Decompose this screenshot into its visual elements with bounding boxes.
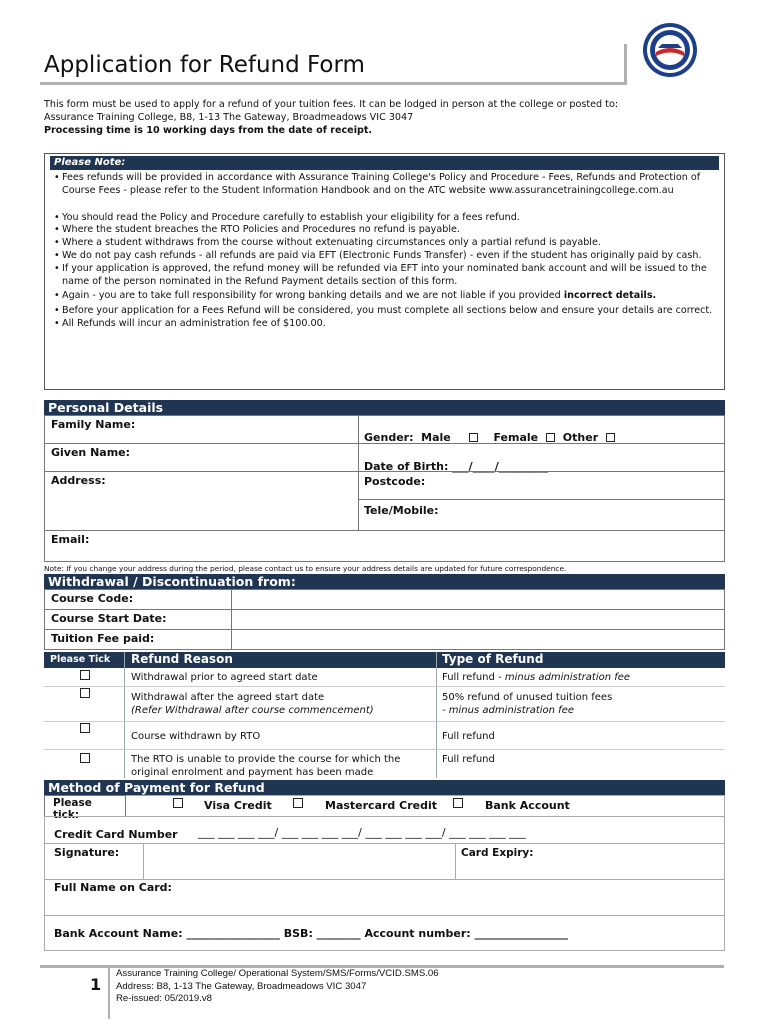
please-tick-label: Please tick: [44, 795, 126, 817]
email-label: Email: [51, 533, 90, 546]
title-vertical-divider [624, 44, 627, 85]
note-item [54, 290, 718, 303]
signature-input[interactable] [144, 844, 454, 878]
course-start-date-label: Course Start Date: [51, 612, 167, 625]
bank-account-checkbox[interactable] [453, 798, 463, 808]
intro-line-2: Assurance Training College, B8, 1-13 The Gateway, Broadmeadows VIC 3047 [44, 111, 414, 123]
course-start-date-field[interactable] [44, 609, 725, 630]
refund-row-divider [44, 686, 725, 687]
footer-line-1: Assurance Training College/ Operational System/SMS/Forms/VCID.SMS.06 [116, 968, 439, 979]
refund-row-checkbox[interactable] [80, 753, 90, 763]
refund-row-divider [44, 721, 725, 722]
address-label: Address: [51, 474, 106, 487]
note-item: • Fees refunds will be provided in accordance with Assurance Training College's Policy and Procedure - Fees, Refunds and Protection of Course Fees - please refer to the Student Information Handbook and on the ATC website www.assurancetrainingcollege.com.au [54, 172, 718, 198]
refund-type-text: Full refund - [442, 672, 505, 683]
female-checkbox[interactable] [546, 433, 555, 442]
college-logo-icon [642, 22, 698, 78]
mastercard-checkbox[interactable] [293, 798, 303, 808]
given-name-label: Given Name: [51, 446, 131, 459]
other-checkbox[interactable] [606, 433, 615, 442]
refund-row-checkbox[interactable] [80, 723, 90, 733]
note-item-text: Again - you are to take full responsibility for wrong banking details and we are not liable if you provided [62, 290, 561, 302]
note-item: • Where the student breaches the RTO Policies and Procedures no refund is payable. [54, 224, 718, 237]
intro-line-1: This form must be used to apply for a refund of your tuition fees. It can be lodged in person at the college or posted to: [44, 99, 619, 110]
male-label: Male [421, 431, 451, 444]
refund-col-divider-2 [436, 652, 437, 778]
footer-line-3: Re-issued: 05/2019.v8 [116, 993, 212, 1005]
signature-label: Signature: [54, 846, 120, 859]
payment-method-heading: Method of Payment for Refund [44, 780, 725, 796]
course-code-label: Course Code: [51, 592, 134, 605]
personal-column-divider [358, 415, 359, 531]
withdrawal-column-divider [231, 589, 232, 650]
please-note-heading: Please Note: [50, 156, 719, 170]
refund-reason: Withdrawal after the agreed start date [131, 692, 325, 703]
tuition-fee-label: Tuition Fee paid: [51, 632, 155, 645]
withdrawal-heading: Withdrawal / Discontinuation from: [44, 574, 725, 590]
refund-row-checkbox[interactable] [80, 670, 90, 680]
male-checkbox[interactable] [469, 433, 478, 442]
page-title: Application for Refund Form [44, 52, 365, 78]
type-of-refund-header: Type of Refund [442, 652, 544, 666]
intro-processing-time: Processing time is 10 working days from the date of receipt. [44, 124, 373, 136]
note-item: • We do not pay cash refunds - all refunds are paid via EFT (Electronic Funds Transfer) - even if the student has originally paid by cash. [54, 250, 718, 263]
note-item-bold: incorrect details. [563, 290, 657, 302]
refund-type-detail: - minus administration fee [442, 705, 575, 716]
refund-row-divider [44, 749, 725, 750]
address-change-note: Note: If you change your address during the period, please contact us to ensure your address details are updated for future correspondence. [44, 564, 567, 573]
bank-details-line[interactable]: Bank Account Name: _________________ BSB: ________ Account number: _________________ [54, 927, 568, 940]
date-of-birth-field[interactable]: Date of Birth: ___/____/_________ [364, 460, 549, 473]
refund-type: 50% refund of unused tuition fees [442, 692, 613, 703]
refund-type [442, 671, 630, 684]
refund-type: Full refund [442, 731, 495, 742]
note-item: • If your application is approved, the refund money will be refunded via EFT into your nominated bank account and will be issued to the name of the person nominated in the Refund Payment details section of this form. [54, 263, 718, 289]
visa-checkbox[interactable] [173, 798, 183, 808]
refund-reason: Withdrawal prior to agreed start date [131, 672, 318, 683]
female-label: Female [493, 431, 539, 444]
intro-text [44, 99, 724, 137]
refund-col-divider-1 [124, 652, 125, 778]
note-item: • Where a student withdraws from the course without extenuating circumstances only a partial refund is payable. [54, 237, 718, 250]
other-label: Other [562, 431, 599, 444]
family-name-label: Family Name: [51, 418, 136, 431]
postcode-divider [358, 499, 725, 500]
please-tick-header: Please Tick [50, 654, 111, 665]
card-expiry-label: Card Expiry: [461, 847, 534, 859]
please-note-box [44, 153, 725, 390]
refund-reason-detail: original enrolment and payment has been made [131, 767, 374, 778]
refund-reason-detail: (Refer Withdrawal after course commencement) [131, 705, 374, 716]
note-item: • You should read the Policy and Procedure carefully to establish your eligibility for a fees refund. [54, 212, 718, 225]
personal-details-heading: Personal Details [44, 400, 725, 416]
credit-card-number-label: Credit Card Number [54, 828, 178, 841]
visa-label: Visa Credit [204, 799, 272, 812]
postcode-field[interactable]: Postcode: [364, 475, 426, 488]
refund-reason: The RTO is unable to provide the course for which the [131, 754, 401, 765]
page-number: 1 [90, 975, 102, 994]
mastercard-label: Mastercard Credit [325, 799, 437, 812]
note-item: • All Refunds will incur an administration fee of $100.00. [54, 318, 718, 331]
refund-type: Full refund [442, 754, 495, 765]
gender-label: Gender: [364, 431, 414, 444]
full-name-on-card-field[interactable]: Full Name on Card: [54, 881, 172, 894]
credit-card-number-input[interactable]: ___ ___ ___ ___/ ___ ___ ___ ___/ ___ ___ ___ ___/ ___ ___ ___ ___ [198, 826, 526, 839]
tele-mobile-field[interactable]: Tele/Mobile: [364, 504, 439, 517]
card-expiry-input[interactable] [534, 844, 724, 878]
refund-reason-header: Refund Reason [131, 652, 233, 666]
bank-account-label: Bank Account [485, 799, 570, 812]
footer-vertical-divider [108, 967, 110, 1019]
footer-line-2: Address: B8, 1-13 The Gateway, Broadmeadows VIC 3047 [116, 980, 367, 992]
title-divider [40, 82, 624, 85]
card-divider [44, 879, 725, 880]
course-code-field[interactable] [44, 589, 725, 610]
refund-row-checkbox[interactable] [80, 688, 90, 698]
refund-reason: Course withdrawn by RTO [131, 731, 261, 742]
please-note-list [54, 172, 718, 331]
refund-type-italic: minus administration fee [504, 672, 631, 683]
footer-text [116, 968, 439, 1006]
email-field[interactable] [44, 530, 725, 562]
tuition-fee-field[interactable] [44, 629, 725, 650]
expiry-divider [455, 843, 456, 879]
note-item: • Before your application for a Fees Refund will be considered, you must complete all sections below and ensure your details are correct. [54, 305, 718, 318]
